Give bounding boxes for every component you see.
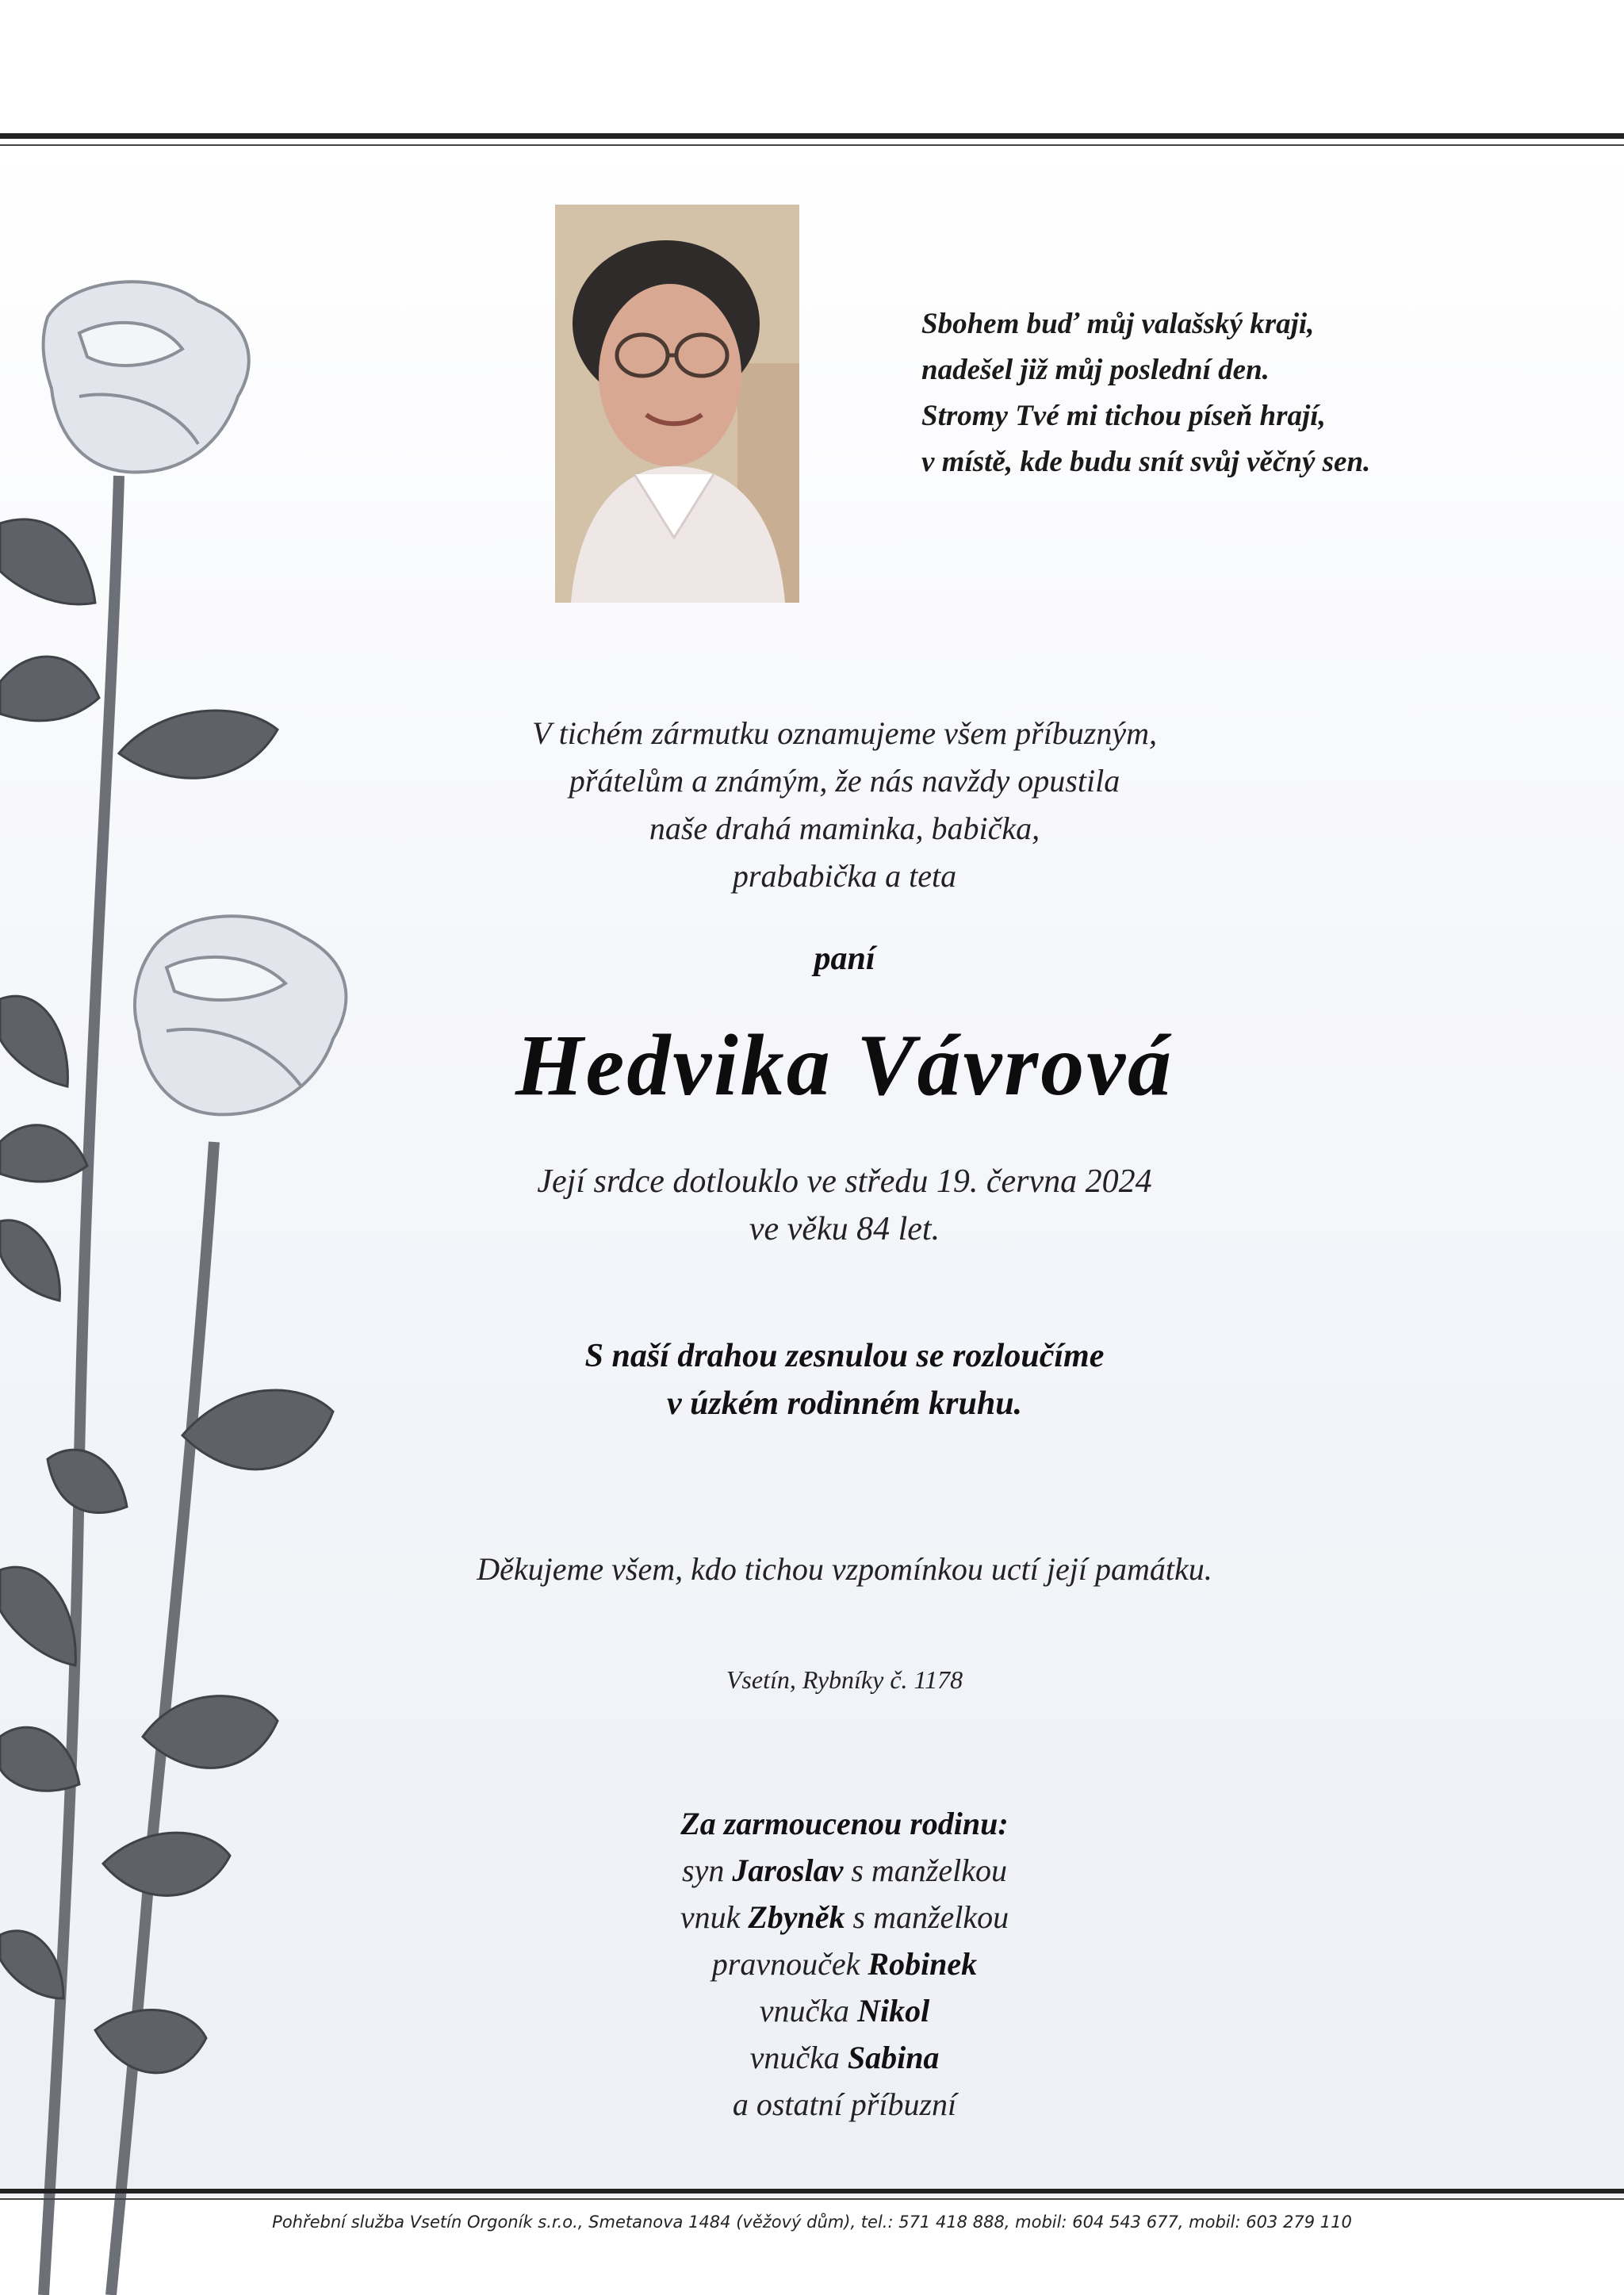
family-row	[412, 1894, 1277, 1941]
poem-line: v místě, kde budu snít svůj věčný sen.	[921, 446, 1371, 478]
farewell-line: v úzkém rodinném kruhu.	[666, 1385, 1023, 1422]
farewell-notice	[412, 1332, 1277, 1427]
poem-line: nadešel již můj poslední den.	[921, 354, 1270, 386]
family-row	[412, 1941, 1277, 1987]
top-rule-thick	[0, 133, 1624, 139]
honorific: paní	[814, 941, 875, 977]
family-row	[412, 1847, 1277, 1894]
relation-suffix: s manželkou	[845, 1899, 1009, 1935]
family-closing: a ostatní příbuzní	[732, 2086, 957, 2122]
announcement-line: V tichém zármutku oznamujeme všem příbuzným,	[531, 715, 1158, 751]
poem-line: Stromy Tvé mi tichou píseň hrají,	[921, 400, 1326, 432]
relation-suffix: s manželkou	[843, 1852, 1007, 1888]
thanks-line: Děkujeme všem, kdo tichou vzpomínkou uctí její památku.	[477, 1551, 1212, 1587]
family-row	[412, 1987, 1277, 2034]
poem-line: Sbohem buď můj valašský kraji,	[921, 308, 1315, 340]
family-list	[412, 1800, 1277, 2128]
relation: pravnouček	[711, 1946, 868, 1982]
relative-name: Robinek	[868, 1946, 978, 1982]
relative-name: Zbyněk	[748, 1899, 845, 1935]
funeral-service-footer: Pohřební služba Vsetín Orgoník s.r.o., Smetanova 1484 (věžový dům), tel.: 571 418 888, mobil: 604 543 677, mobil: 603 279 110	[272, 2213, 1352, 2232]
announcement	[412, 710, 1277, 900]
announcement-line: prababička a teta	[732, 858, 957, 894]
portrait-photo	[555, 205, 799, 603]
relation: vnuk	[680, 1899, 749, 1935]
top-rule-thin	[0, 144, 1624, 146]
bottom-rule-thick	[0, 2189, 1624, 2193]
relative-name: Sabina	[847, 2040, 940, 2075]
deceased-name: Hedvika Vávrová	[515, 1017, 1174, 1113]
death-line: Její srdce dotlouklo ve středu 19. června 2024	[537, 1163, 1152, 1200]
announcement-line: přátelům a známým, že nás navždy opustila	[569, 763, 1120, 799]
relation: syn	[682, 1852, 733, 1888]
rose-decoration	[0, 270, 381, 2295]
bottom-rule-thin	[0, 2198, 1624, 2200]
death-notice	[412, 1158, 1277, 1253]
farewell-line: S naší drahou zesnulou se rozloučíme	[584, 1338, 1105, 1374]
announcement-line: naše drahá maminka, babička,	[649, 810, 1040, 846]
poem	[921, 301, 1477, 485]
relative-name: Nikol	[857, 1993, 930, 2029]
family-heading: Za zarmoucenou rodinu:	[680, 1806, 1009, 1841]
family-row	[412, 2034, 1277, 2081]
relation: vnučka	[749, 2040, 848, 2075]
relative-name: Jaroslav	[732, 1852, 844, 1888]
address: Vsetín, Rybníky č. 1178	[726, 1665, 963, 1694]
death-line: ve věku 84 let.	[749, 1211, 940, 1247]
relation: vnučka	[759, 1993, 858, 2029]
